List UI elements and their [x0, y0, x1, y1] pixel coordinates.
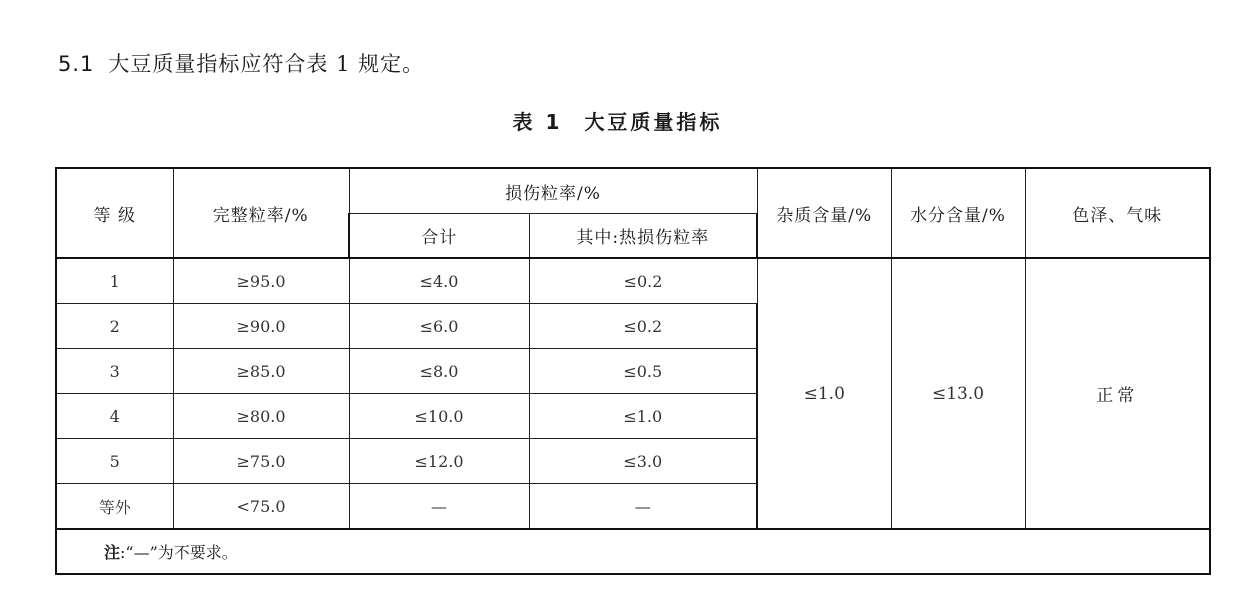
- cell-grade: 3: [56, 349, 173, 394]
- header-impurity: 杂质含量/%: [757, 168, 891, 258]
- cell-damaged: ≤4.0: [349, 258, 529, 304]
- cell-heat: ≤1.0: [529, 394, 757, 439]
- header-heat-damaged: 其中:热损伤粒率: [529, 214, 757, 259]
- header-damaged-total: 合计: [349, 214, 529, 259]
- cell-damaged: ≤12.0: [349, 439, 529, 484]
- cell-whole: <75.0: [173, 484, 349, 530]
- cell-whole: ≥90.0: [173, 304, 349, 349]
- cell-heat: ≤3.0: [529, 439, 757, 484]
- table-caption: [0, 106, 1235, 135]
- cell-moisture-shared: ≤13.0: [891, 258, 1025, 529]
- header-whole-kernel-rate: 完整粒率/%: [173, 168, 349, 258]
- cell-whole: ≥75.0: [173, 439, 349, 484]
- header-grade: 等 级: [56, 168, 173, 258]
- table-title: 大豆质量指标: [584, 110, 723, 134]
- note-text: :“—”为不要求。: [120, 543, 238, 562]
- cell-heat: ≤0.2: [529, 304, 757, 349]
- cell-whole: ≥95.0: [173, 258, 349, 304]
- clause-text: 大豆质量指标应符合表 1 规定。: [108, 52, 425, 76]
- cell-damaged: ≤10.0: [349, 394, 529, 439]
- cell-color-odor-shared: 正常: [1025, 258, 1210, 529]
- cell-heat: ≤0.5: [529, 349, 757, 394]
- table-number: 表 1: [512, 110, 563, 134]
- cell-heat: ≤0.2: [529, 258, 757, 304]
- cell-grade: 5: [56, 439, 173, 484]
- soybean-quality-table: [55, 167, 1211, 575]
- clause-number: 5.1: [58, 52, 95, 76]
- cell-whole: ≥80.0: [173, 394, 349, 439]
- cell-whole: ≥85.0: [173, 349, 349, 394]
- cell-grade: 4: [56, 394, 173, 439]
- cell-damaged: ≤6.0: [349, 304, 529, 349]
- table-note-row: [56, 529, 1210, 574]
- cell-impurity-shared: ≤1.0: [757, 258, 891, 529]
- cell-heat: —: [529, 484, 757, 530]
- table-header-row: [56, 168, 1210, 214]
- header-damaged-kernel-rate: 损伤粒率/%: [349, 168, 757, 214]
- cell-damaged: —: [349, 484, 529, 530]
- cell-grade: 1: [56, 258, 173, 304]
- cell-grade: 2: [56, 304, 173, 349]
- note-label: 注: [104, 543, 121, 562]
- header-color-odor: 色泽、气味: [1025, 168, 1210, 258]
- cell-damaged: ≤8.0: [349, 349, 529, 394]
- cell-grade: 等外: [56, 484, 173, 530]
- header-moisture: 水分含量/%: [891, 168, 1025, 258]
- table-row: [56, 258, 1210, 304]
- table-note: [56, 529, 1210, 574]
- clause-5-1: [58, 48, 424, 78]
